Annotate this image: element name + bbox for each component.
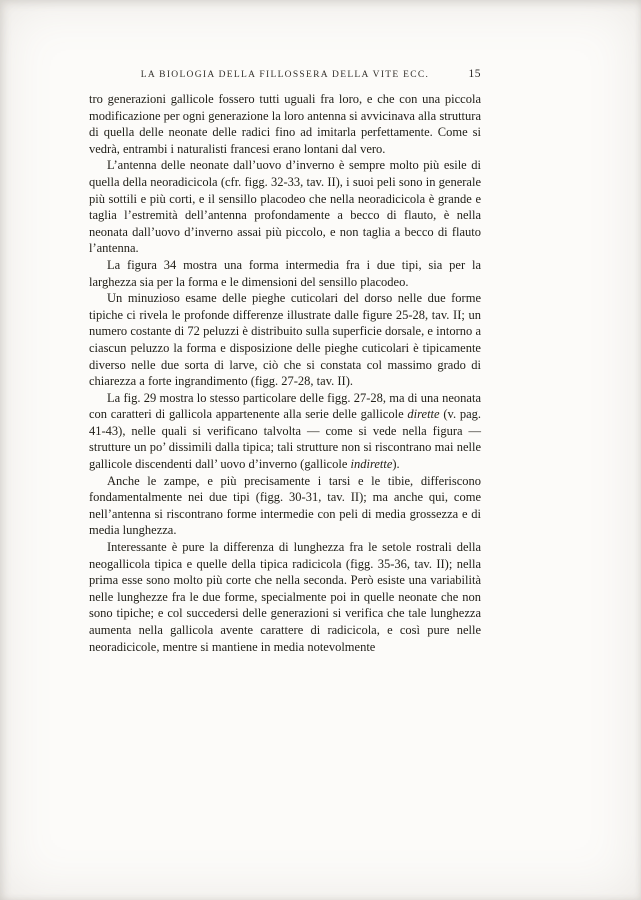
page-number: 15 [468, 68, 481, 80]
italic-term: dirette [407, 407, 440, 422]
running-title: LA BIOLOGIA DELLA FILLOSSERA DELLA VITE ECC. [140, 70, 430, 80]
text-run: Un minuzioso esame delle pieghe cuticolari del dorso nelle due forme tipiche ci rivela le profonde differenze illustrate dalle figure 25-28, tav. II; un numero costante di 72 peluzzi è distribuito sulla superficie dorsale, e intorno a ciascun peluzzo la forma e disposizione delle pieghe cuticolari è tipicamente diverso nelle due sorta di larve, ciò che si constata col massimo grado di chiarezza a forte ingrandimento (figg. 27-28, tav. II). [89, 291, 481, 389]
paragraph [89, 157, 481, 257]
italic-term: indirette [350, 457, 393, 472]
paragraph [89, 390, 481, 473]
body-text [89, 91, 481, 655]
running-header [89, 70, 481, 80]
text-run: ). [392, 457, 400, 472]
paragraph [89, 473, 481, 539]
text-run: Interessante è pure la differenza di lunghezza fra le setole rostrali della neogallicola tipica e quelle della tipica radicicola (figg. 35-36, tav. II); nella prima esse sono molto più corte che nella seconda. Però esiste una variabilità nelle lunghezze fra le due forme, specialmente poi in quelle neonate che non sono tipiche; e col succedersi delle generazioni si verifica che tale lunghezza aumenta nella gallicola avente carattere di radicicola, e così pure nelle neoradicicole, mentre si mantiene in media notevolmente [89, 540, 481, 654]
text-run: L’antenna delle neonate dall’uovo d’inverno è sempre molto più esile di quella della neoradicicola (cfr. figg. 32-33, tav. II), i suoi peli sono in generale più sottili e più corti, e il sensillo placodeo che nella neoradicicola è grande e taglia l’estremità dell’antenna profondamente a becco di flauto, è nella neonata dall’uovo d’inverno assai più piccolo, e non taglia a becco di flauto l’antenna. [89, 158, 481, 256]
paragraph [89, 257, 481, 290]
paragraph [89, 91, 481, 157]
text-run: Anche le zampe, e più precisamente i tarsi e le tibie, differiscono fondamentalmente nei due tipi (figg. 30-31, tav. II); ma anche qui, come nell’antenna si riscontrano forme intermedie con peli di media grossezza e di media lunghezza. [89, 473, 481, 538]
paragraph [89, 539, 481, 655]
paragraph [89, 290, 481, 390]
text-run: La fig. 29 mostra lo stesso particolare delle figg. 27-28, ma di una neonata con caratteri di gallicola appartenente alla serie delle gallicole [89, 390, 481, 422]
text-run: La figura 34 mostra una forma intermedia fra i due tipi, sia per la larghezza sia per la forma e le dimensioni del sensillo placodeo. [89, 257, 481, 289]
text-run: tro generazioni gallicole fossero tutti uguali fra loro, e che con una piccola modificazione per ogni generazione la loro antenna si avvicinava alla struttura di quella delle neonate delle radici fino ad imitarla perfettamente. Come si vedrà, entrambi i naturalisti francesi erano lontani dal vero. [89, 92, 481, 156]
text-run: (v. pag. 41-43), nelle quali si verificano talvolta — come si vede nella figura — strutture un po’ dissimili dalla tipica; tali strutture non si riscontrano mai nelle gallicole discendenti dall’ uovo d’inverno (gallicole [89, 407, 481, 472]
